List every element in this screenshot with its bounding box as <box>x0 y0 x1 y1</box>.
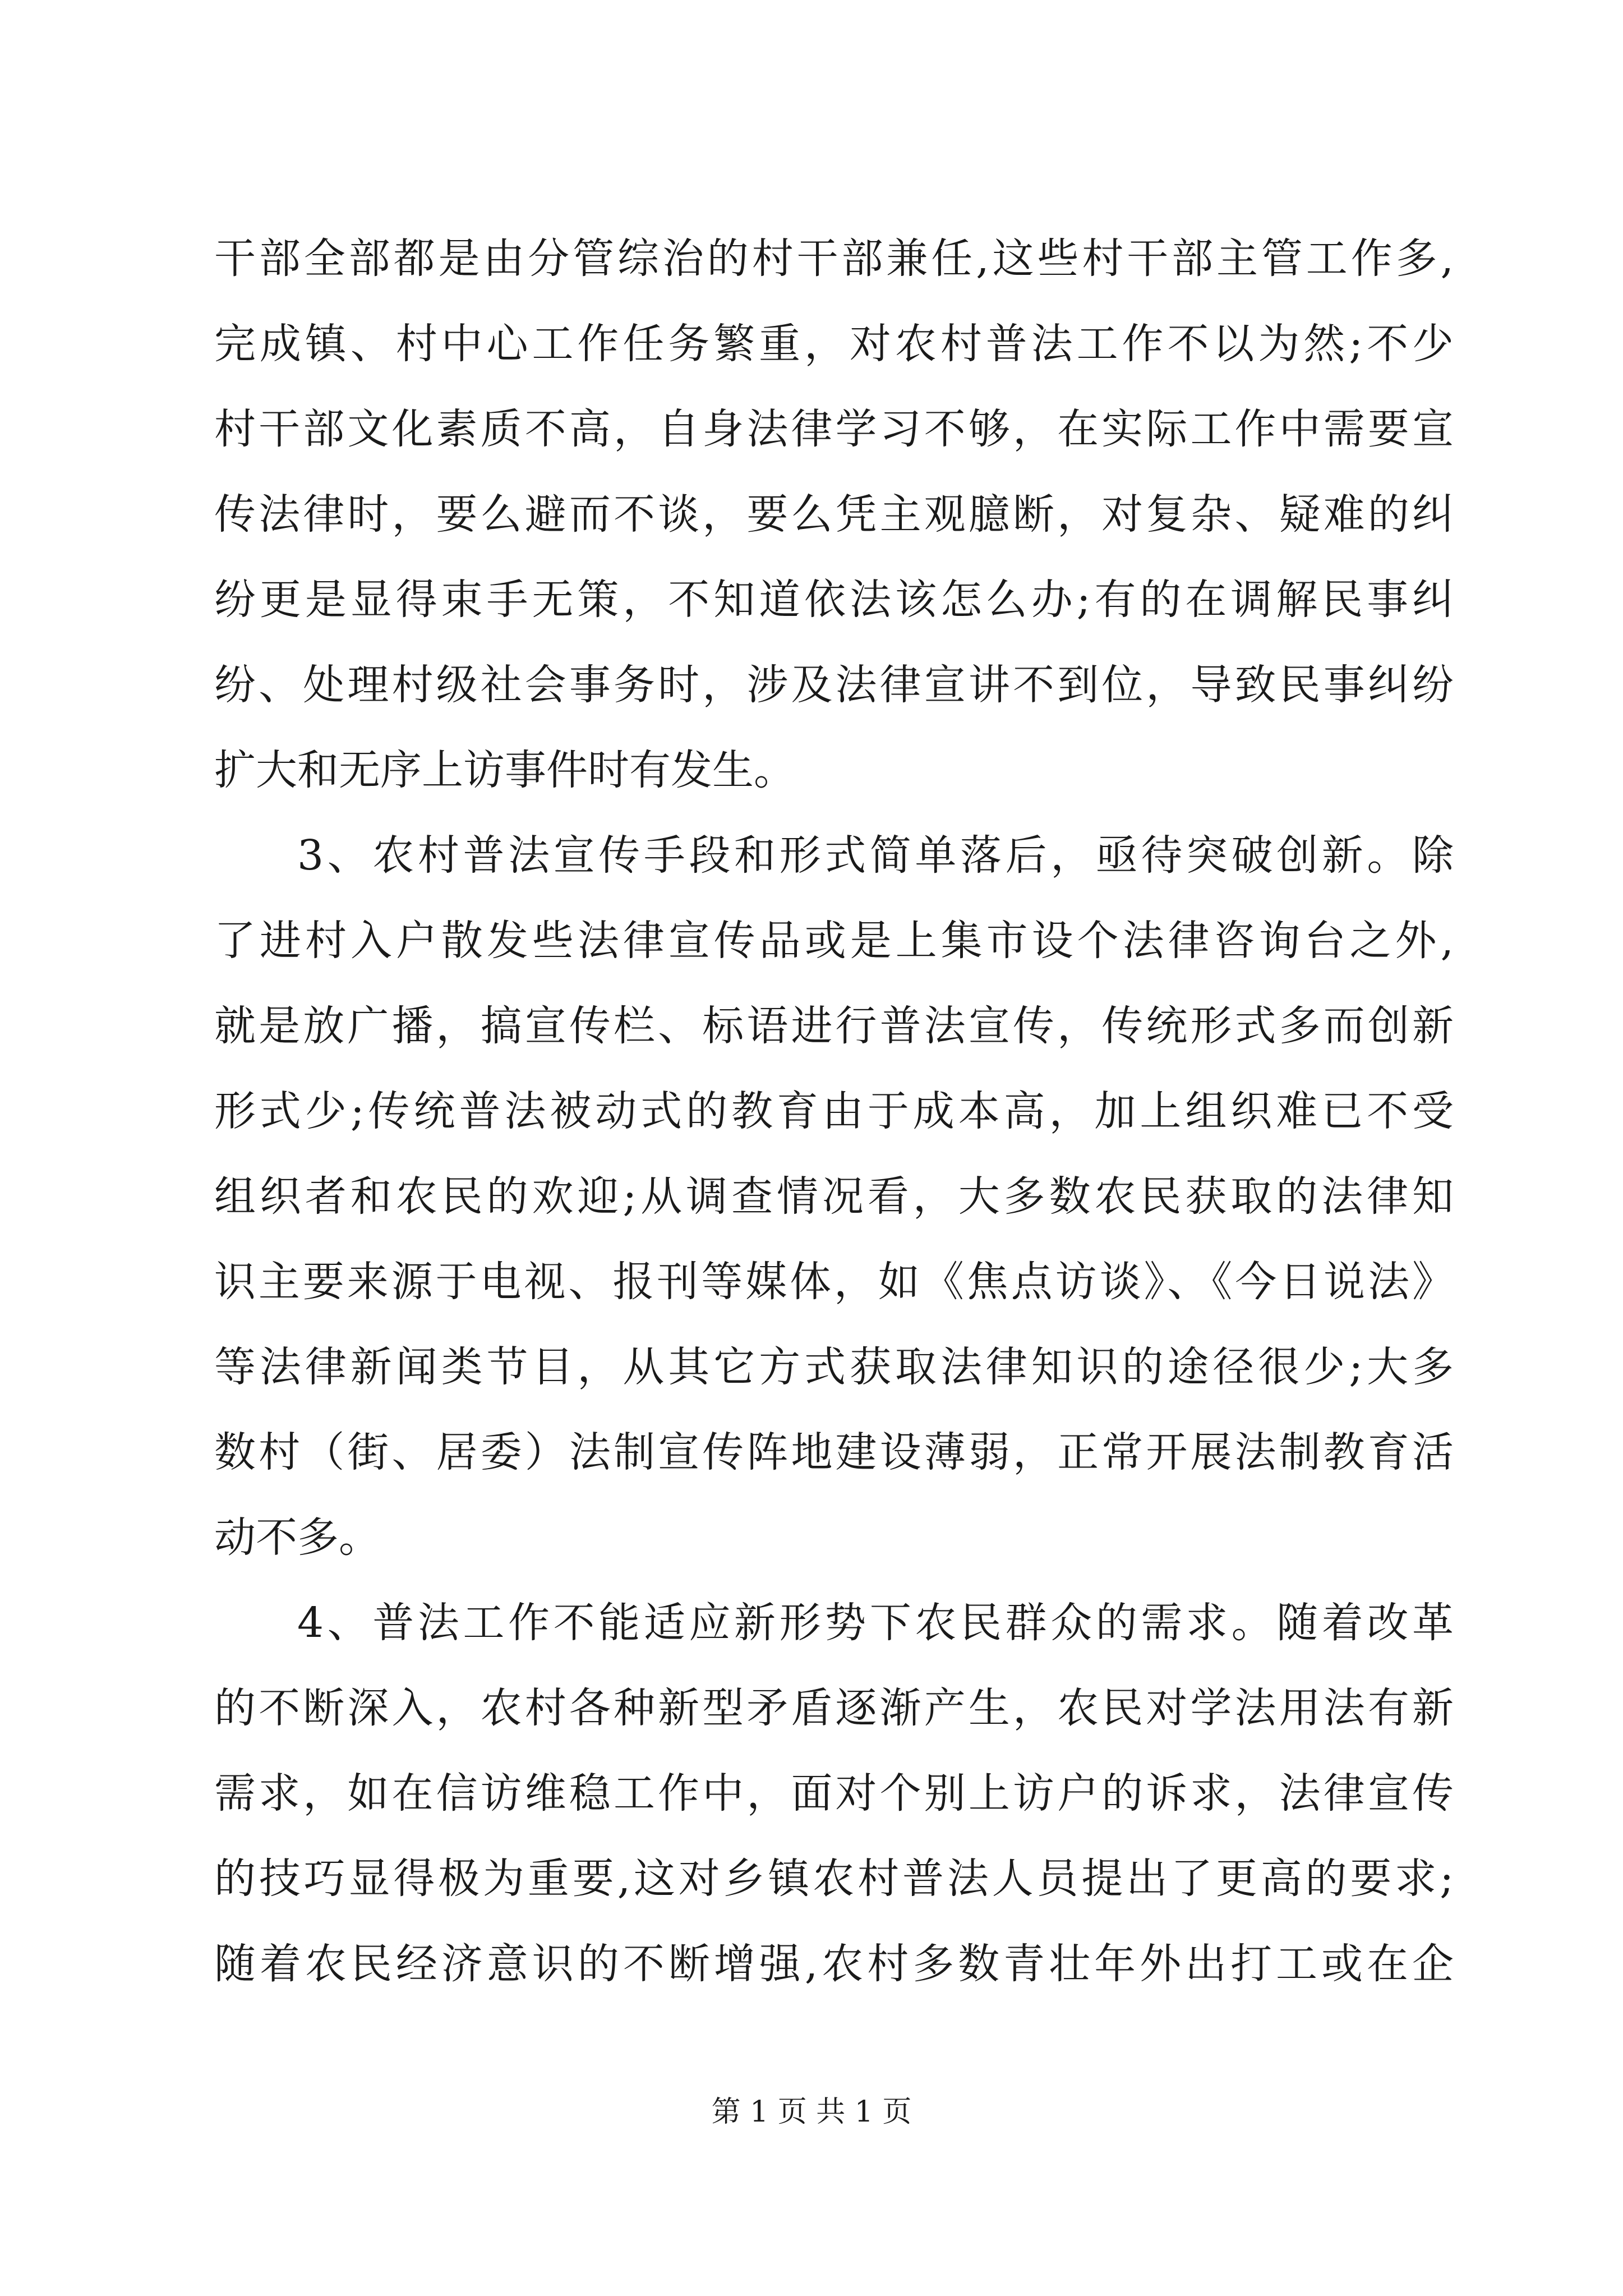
text-line: 就是放广播，搞宣传栏、标语进行普法宣传，传统形式多而创新 <box>214 1002 1454 1050</box>
text-line: 纷更是显得束手无策，不知道依法该怎么办;有的在调解民事纠 <box>214 576 1454 624</box>
paragraph-heading-line: 4、普法工作不能适应新形势下农民群众的需求。随着改革 <box>297 1599 1454 1647</box>
text-line: 随着农民经济意识的不断增强,农村多数青壮年外出打工或在企 <box>214 1940 1454 1988</box>
text-line: 数村（街、居委）法制宣传阵地建设薄弱，正常开展法制教育活 <box>214 1428 1454 1476</box>
text-line: 完成镇、村中心工作任务繁重，对农村普法工作不以为然;不少 <box>214 320 1454 368</box>
text-line: 识主要来源于电视、报刊等媒体，如《焦点访谈》、《今日说法》 <box>214 1258 1454 1306</box>
text-line: 干部全部都是由分管综治的村干部兼任,这些村干部主管工作多, <box>214 234 1454 283</box>
paragraph-heading-line: 3、农村普法宣传手段和形式简单落后，亟待突破创新。除 <box>297 831 1454 880</box>
text-line: 动不多。 <box>214 1513 380 1562</box>
text-line: 形式少;传统普法被动式的教育由于成本高，加上组织难已不受 <box>214 1087 1454 1135</box>
text-line: 村干部文化素质不高，自身法律学习不够，在实际工作中需要宣 <box>214 405 1454 453</box>
text-line: 纷、处理村级社会事务时，涉及法律宣讲不到位，导致民事纠纷 <box>214 661 1454 709</box>
text-line: 的技巧显得极为重要,这对乡镇农村普法人员提出了更高的要求; <box>214 1855 1454 1903</box>
page-footer: 第 1 页 共 1 页 <box>711 2095 912 2129</box>
text-line: 扩大和无序上访事件时有发生。 <box>214 746 795 794</box>
text-line: 需求，如在信访维稳工作中，面对个别上访户的诉求，法律宣传 <box>214 1769 1454 1818</box>
text-line: 等法律新闻类节目，从其它方式获取法律知识的途径很少;大多 <box>214 1343 1454 1391</box>
text-line: 了进村入户散发些法律宣传品或是上集市设个法律咨询台之外, <box>214 917 1454 965</box>
text-line: 的不断深入，农村各种新型矛盾逐渐产生，农民对学法用法有新 <box>214 1684 1454 1732</box>
text-line: 组织者和农民的欢迎;从调查情况看，大多数农民获取的法律知 <box>214 1172 1454 1221</box>
text-line: 传法律时，要么避而不谈，要么凭主观臆断，对复杂、疑难的纠 <box>214 490 1454 539</box>
